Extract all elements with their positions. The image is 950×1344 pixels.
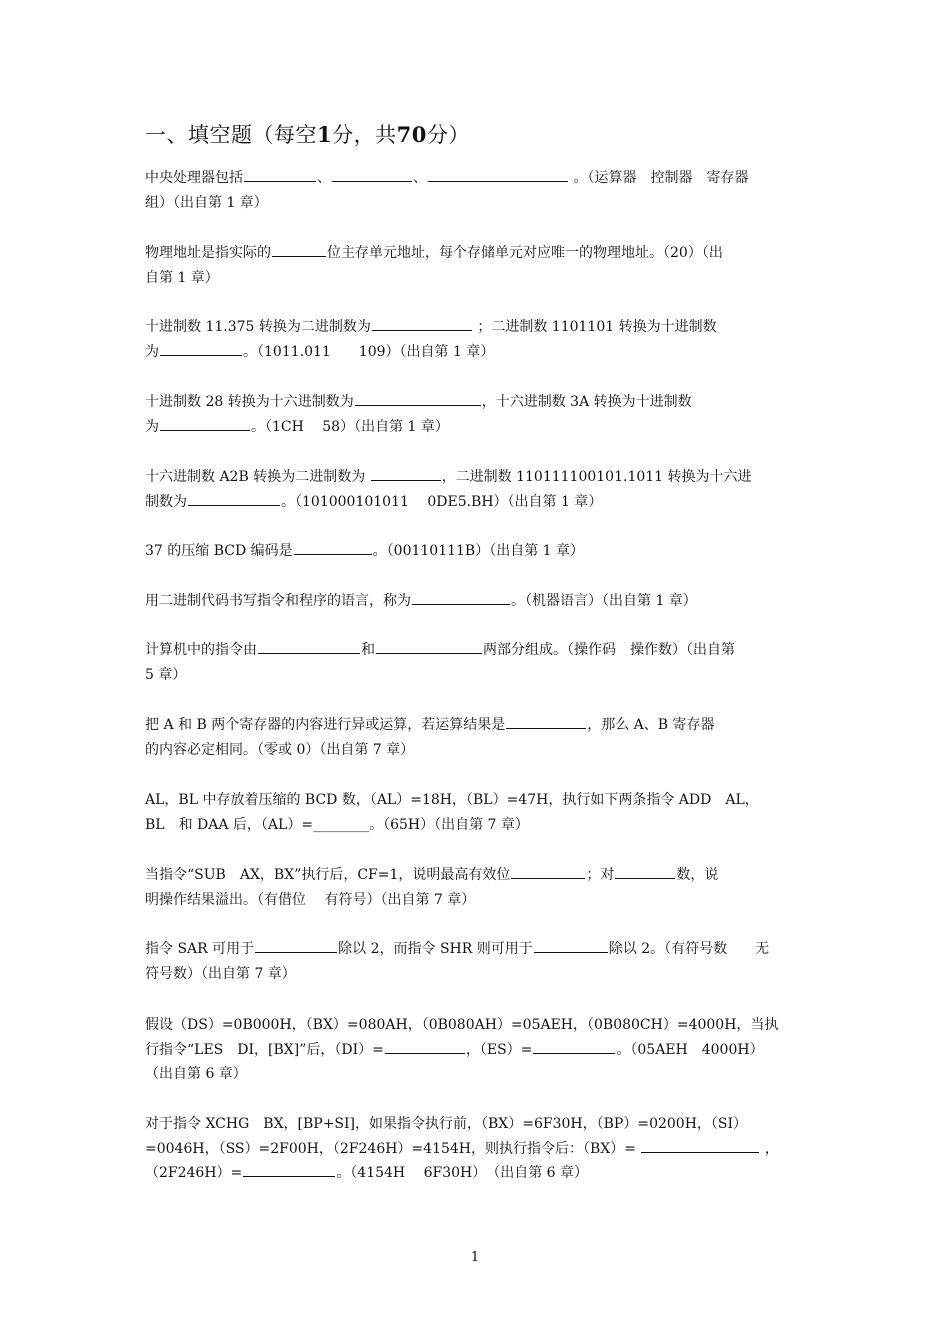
question-11: [145, 863, 807, 912]
question-text: 37 的压缩 BCD 编码是: [145, 543, 293, 559]
question-text: 。（00110111B）（出自第 1 章）: [372, 543, 585, 559]
question-text: 对于指令 XCHG BX，[BP+SI]，如果指令执行前，（BX）=6F30H，（BP）=0200H，（SI）: [145, 1116, 748, 1132]
answer-blank[interactable]: [615, 863, 675, 879]
question-text: 十进制数 11.375 转换为二进制数为: [145, 319, 371, 335]
answer-blank[interactable]: [258, 638, 360, 654]
question-text: 组）（出自第 1 章）: [145, 194, 268, 211]
question-5: [145, 465, 807, 514]
question-text: ，十六进制数 3A 转换为十进制数: [481, 394, 692, 410]
answer-blank[interactable]: [506, 713, 586, 729]
answer-blank[interactable]: [160, 340, 242, 356]
question-text: 把 A 和 B 两个寄存器的内容进行异或运算，若运算结果是: [145, 717, 506, 733]
question-13: [145, 1013, 807, 1087]
question-text: 制数为: [145, 493, 187, 510]
section-title: [145, 120, 470, 150]
question-text: （2F246H）=: [145, 1165, 243, 1181]
question-text: 除以 2。（有符号数 无: [608, 941, 770, 957]
question-7: [145, 589, 807, 614]
answer-blank[interactable]: [371, 465, 441, 481]
question-text: 。（4154H 6F30H） （出自第 6 章）: [336, 1165, 589, 1181]
question-1: [145, 166, 807, 215]
answer-blank[interactable]: [244, 166, 316, 182]
answer-blank[interactable]: [160, 415, 250, 431]
question-text: 指令 SAR 可用于: [145, 941, 255, 957]
question-text: 。（机器语言）（出自第 1 章）: [511, 593, 697, 609]
question-text: 、: [317, 170, 331, 186]
question-text: 和: [361, 642, 375, 658]
question-text: ，（ES）=: [465, 1041, 533, 1058]
section-title-mid: 分，共: [332, 123, 397, 147]
question-text: 。（运算器 控制器 寄存器: [569, 170, 749, 186]
question-text: AL，BL 中存放着压缩的 BCD 数，（AL）=18H，（BL）=47H，执行如下两条指令 ADD AL，: [145, 792, 759, 808]
question-text: 除以 2，而指令 SHR 则可用于: [338, 941, 533, 957]
question-9: [145, 713, 807, 762]
question-2: [145, 241, 807, 290]
answer-blank[interactable]: [641, 1137, 759, 1153]
answer-blank[interactable]: [376, 638, 482, 654]
question-text: ，: [764, 1140, 779, 1157]
question-text: ，那么 A、B 寄存器: [587, 717, 715, 733]
answer-blank[interactable]: [255, 937, 337, 953]
question-text: 中央处理器包括: [145, 170, 243, 186]
question-text: 十进制数 28 转换为十六进制数为: [145, 394, 354, 410]
question-text: BL 和 DAA 后，（AL）=: [145, 816, 314, 833]
question-text: 、: [413, 170, 427, 186]
question-12: [145, 937, 807, 986]
question-text: 的内容必定相同。（零或 0）（出自第 7 章）: [145, 741, 415, 758]
question-10: [145, 788, 807, 837]
question-14: [145, 1112, 807, 1186]
question-text: 5 章）: [145, 666, 187, 683]
question-text: 自第 1 章）: [145, 269, 219, 286]
question-text: （出自第 6 章）: [145, 1066, 247, 1082]
question-text: 为: [145, 418, 159, 435]
question-text: 。（65H）（出自第 7 章）: [369, 816, 529, 833]
answer-blank[interactable]: [372, 315, 472, 331]
question-6: [145, 539, 807, 564]
question-text: 两部分组成。（操作码 操作数）（出自第: [483, 642, 735, 658]
answer-blank[interactable]: [534, 937, 608, 953]
question-text: 明操作结果溢出。（有借位 有符号）（出自第 7 章）: [145, 891, 476, 908]
answer-blank[interactable]: [294, 539, 372, 555]
section-title-tail: 分）: [426, 123, 470, 147]
question-text: 位主存单元地址，每个存储单元对应唯一的物理地址。（20）（出: [327, 245, 723, 261]
section-title-lead: 一、填空题（每空: [145, 123, 317, 147]
question-text: 。（1CH 58）（出自第 1 章）: [251, 418, 449, 435]
answer-blank[interactable]: [533, 1038, 615, 1054]
question-8: [145, 638, 807, 687]
question-text: 十六进制数 A2B 转换为二进制数为: [145, 469, 370, 485]
answer-blank[interactable]: [385, 1038, 465, 1054]
question-text: 。（05AEH 4000H）: [616, 1041, 764, 1058]
question-text: ；对: [586, 867, 615, 883]
answer-blank[interactable]: [412, 589, 510, 605]
answer-blank[interactable]: ________: [313, 816, 370, 833]
question-text: 当指令“SUB AX，BX”执行后，CF=1，说明最高有效位: [145, 867, 511, 883]
answer-blank[interactable]: [428, 166, 568, 182]
answer-blank[interactable]: [243, 1161, 335, 1177]
question-text: 为: [145, 343, 159, 360]
section-title-points: 1: [317, 122, 333, 147]
question-text: ，二进制数 110111100101.1011 转换为十六进: [441, 469, 752, 485]
question-text: 数，说: [676, 867, 719, 883]
question-4: [145, 390, 807, 439]
question-text: =0046H，（SS）=2F00H，（2F246H）=4154H，则执行指令后：（BX）=: [145, 1140, 636, 1157]
question-3: [145, 315, 807, 364]
page-number: 1: [470, 1250, 480, 1265]
answer-blank[interactable]: [188, 490, 280, 506]
question-text: 符号数）（出自第 7 章）: [145, 965, 296, 982]
question-text: 物理地址是指实际的: [145, 245, 271, 261]
question-text: 计算机中的指令由: [145, 642, 257, 658]
question-text: 假设（DS）=0B000H，（BX）=080AH，（0B080AH）=05AEH，（0B080CH）=4000H，当执: [145, 1017, 779, 1033]
question-text: ；二进制数 1101101 转换为十进制数: [472, 319, 717, 335]
answer-blank[interactable]: [355, 390, 481, 406]
answer-blank[interactable]: [272, 241, 326, 257]
question-text: 行指令“LES DI，[BX]”后，（DI）=: [145, 1041, 384, 1058]
answer-blank[interactable]: [332, 166, 412, 182]
question-text: 。（101000101011 0DE5.BH）（出自第 1 章）: [281, 493, 603, 510]
section-title-total: 70: [396, 122, 427, 147]
question-text: 。（1011.011 109）（出自第 1 章）: [243, 343, 495, 360]
question-text: 用二进制代码书写指令和程序的语言，称为: [145, 593, 411, 609]
answer-blank[interactable]: [511, 863, 585, 879]
